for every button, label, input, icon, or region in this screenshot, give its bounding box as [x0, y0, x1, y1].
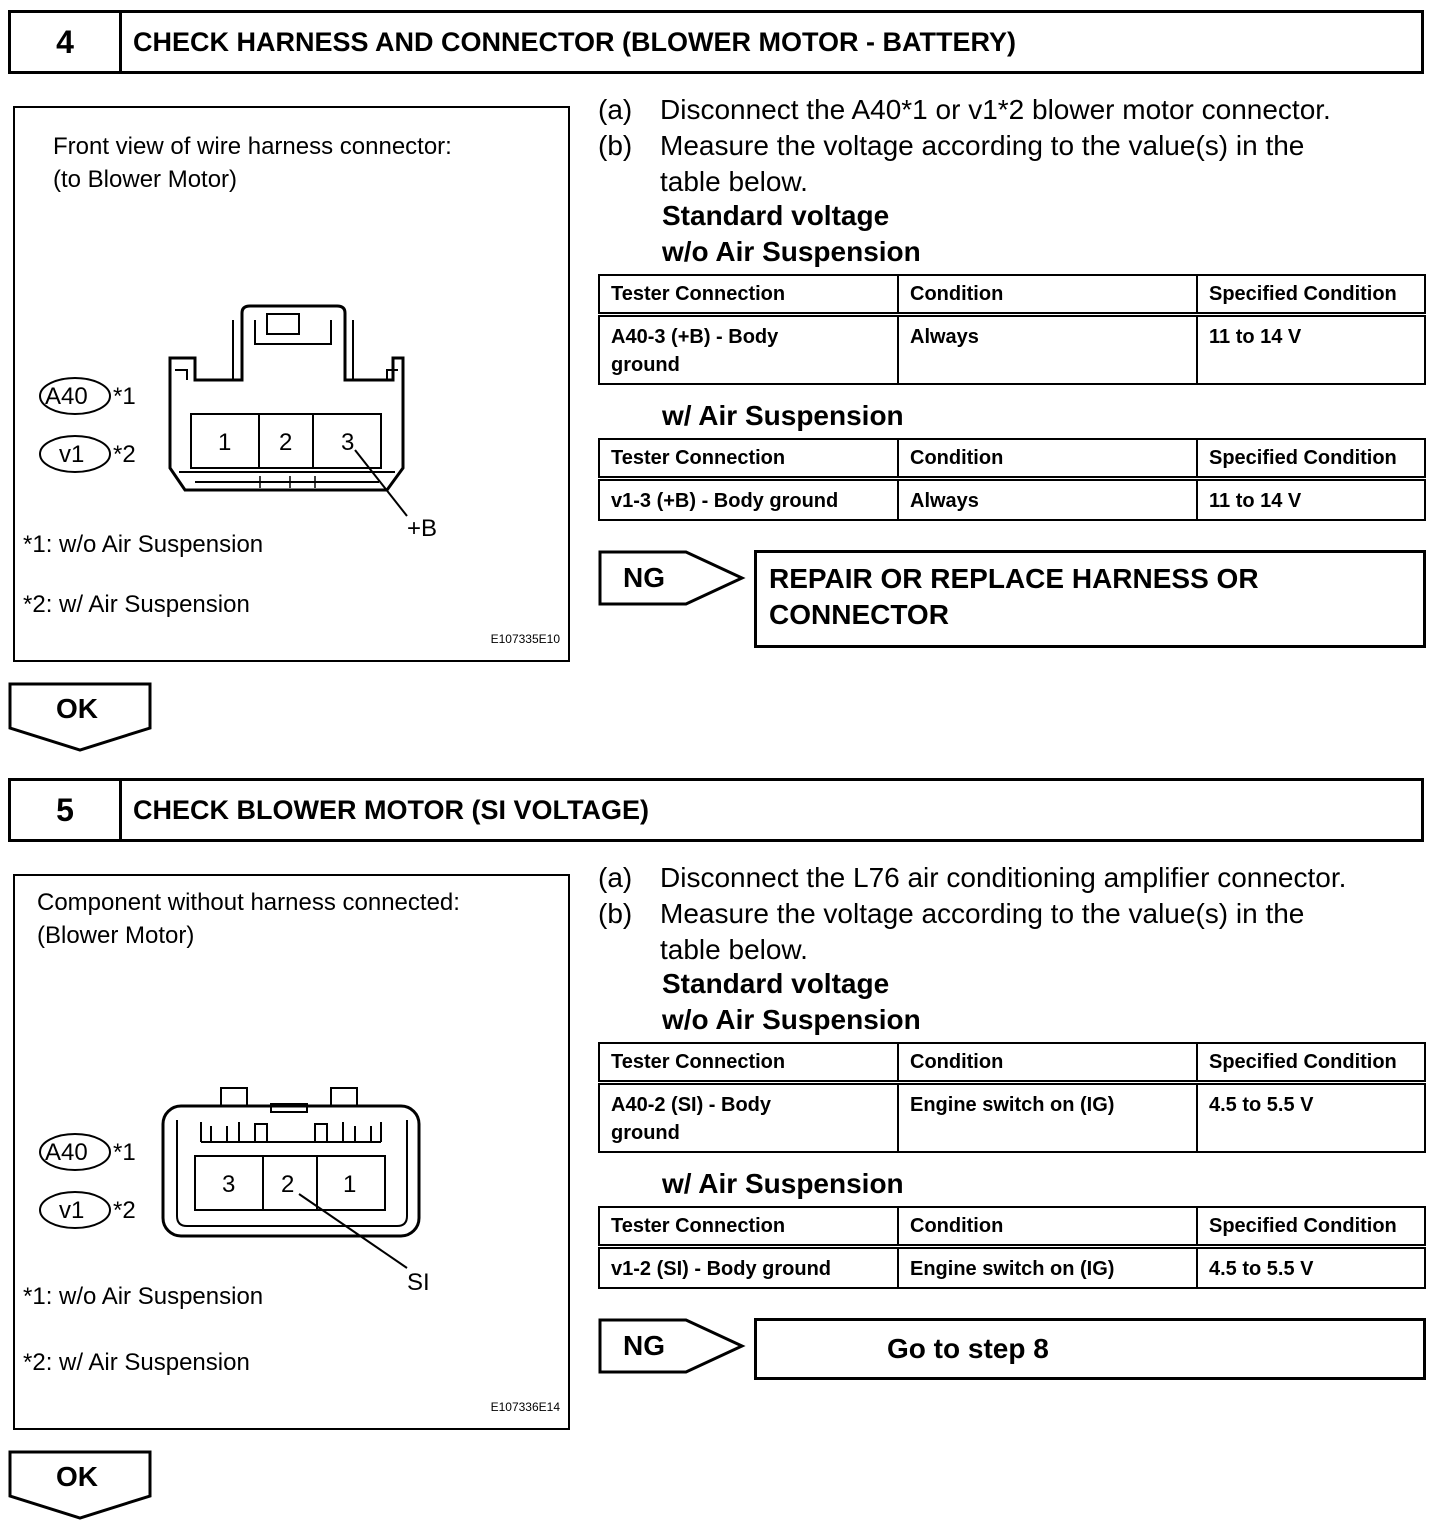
spec-table-wo-air	[598, 274, 1426, 385]
footnote-1: *1: w/o Air Suspension	[23, 1283, 264, 1310]
footnote-2: *2: w/ Air Suspension	[23, 1349, 250, 1376]
col-header: Tester Connection	[599, 439, 898, 479]
figure-id: E107335E10	[490, 632, 560, 646]
specified-condition-cell: 4.5 to 5.5 V	[1197, 1247, 1425, 1289]
spec-table-wo-air	[598, 1042, 1426, 1153]
ng-result-box	[754, 550, 1426, 648]
ok-label: OK	[56, 1461, 98, 1492]
condition-cell: Engine switch on (IG)	[898, 1247, 1197, 1289]
figure-caption: Component without harness connected:	[37, 889, 460, 916]
instruction-text: Disconnect the A40*1 or v1*2 blower motor connector.	[660, 94, 1331, 125]
figure-caption-sub: (to Blower Motor)	[53, 166, 238, 193]
instructions-step5	[598, 860, 1428, 970]
label-a40-note: *1	[113, 383, 136, 410]
table-row	[599, 1083, 1425, 1153]
col-header: Specified Condition	[1197, 1043, 1425, 1083]
connector-figure-step4	[13, 106, 570, 662]
step-title: CHECK BLOWER MOTOR (SI VOLTAGE)	[133, 794, 649, 825]
label-a40: A40	[45, 383, 88, 410]
label-v1-note: *2	[113, 1197, 136, 1224]
pointer-label: +B	[407, 515, 438, 542]
connector-figure-step5	[13, 874, 570, 1430]
footnote-2: *2: w/ Air Suspension	[23, 591, 250, 618]
label-a40-note: *1	[113, 1139, 136, 1166]
instruction-text: Disconnect the L76 air conditioning amplifier connector.	[660, 862, 1347, 893]
pin-2: 2	[281, 1171, 295, 1198]
instruction-text: Measure the voltage according to the value(s) in the	[660, 898, 1305, 929]
table-row	[599, 479, 1425, 521]
table-heading-w: w/ Air Suspension	[662, 1168, 904, 1199]
figure-caption-sub: (Blower Motor)	[37, 922, 195, 949]
standard-voltage-label: Standard voltage	[662, 968, 890, 999]
instruction-label: (a)	[598, 94, 633, 125]
spec-table-w-air	[598, 1206, 1426, 1289]
ng-arrow-step4	[598, 550, 748, 608]
table-heading-wo: w/o Air Suspension	[662, 1004, 921, 1035]
table-row	[599, 315, 1425, 385]
table-heading-w: w/ Air Suspension	[662, 400, 904, 431]
label-v1: v1	[59, 441, 85, 468]
specified-condition-cell: 11 to 14 V	[1197, 315, 1425, 385]
col-header: Tester Connection	[599, 1043, 898, 1083]
tester-connection-cell: A40-2 (SI) - Body ground	[599, 1083, 898, 1153]
specified-condition-cell: 4.5 to 5.5 V	[1197, 1083, 1425, 1153]
pin-1: 1	[343, 1171, 357, 1198]
tester-connection-cell: A40-3 (+B) - Body ground	[599, 315, 898, 385]
instruction-label: (b)	[598, 130, 633, 161]
figure-id: E107336E14	[490, 1400, 560, 1414]
col-header: Tester Connection	[599, 1207, 898, 1247]
col-header: Condition	[898, 1207, 1197, 1247]
step-4-header	[8, 10, 1424, 74]
col-header: Condition	[898, 439, 1197, 479]
instruction-text-cont: table below.	[660, 166, 808, 197]
specified-condition-cell: 11 to 14 V	[1197, 479, 1425, 521]
tester-connection-cell: v1-2 (SI) - Body ground	[599, 1247, 898, 1289]
ok-label: OK	[56, 693, 98, 724]
pin-2: 2	[279, 429, 293, 456]
instruction-label: (b)	[598, 898, 633, 929]
footnote-1: *1: w/o Air Suspension	[23, 531, 264, 558]
condition-cell: Always	[898, 315, 1197, 385]
col-header: Specified Condition	[1197, 439, 1425, 479]
ng-result-line1: REPAIR OR REPLACE HARNESS OR	[769, 563, 1259, 594]
label-a40: A40	[45, 1139, 88, 1166]
pointer-label: SI	[407, 1269, 430, 1296]
step-number: 4	[11, 13, 122, 71]
condition-cell: Always	[898, 479, 1197, 521]
ng-arrow-step5	[598, 1318, 748, 1376]
col-header: Condition	[898, 275, 1197, 315]
step-5-header	[8, 778, 1424, 842]
label-v1: v1	[59, 1197, 85, 1224]
instruction-label: (a)	[598, 862, 633, 893]
col-header: Specified Condition	[1197, 275, 1425, 315]
instructions-step4	[598, 92, 1428, 202]
col-header: Condition	[898, 1043, 1197, 1083]
table-heading-wo: w/o Air Suspension	[662, 236, 921, 267]
spec-table-w-air	[598, 438, 1426, 521]
go-to-step-link[interactable]: Go to step 8	[887, 1333, 1049, 1364]
connector-diagram	[15, 108, 568, 660]
table-row	[599, 1247, 1425, 1289]
ng-label: NG	[623, 1330, 665, 1361]
instruction-text: Measure the voltage according to the value(s) in the	[660, 130, 1305, 161]
figure-caption: Front view of wire harness connector:	[53, 133, 452, 160]
ng-result-line2: CONNECTOR	[769, 599, 949, 630]
ng-result-box	[754, 1318, 1426, 1380]
condition-cell: Engine switch on (IG)	[898, 1083, 1197, 1153]
tester-connection-cell: v1-3 (+B) - Body ground	[599, 479, 898, 521]
pin-3: 3	[341, 429, 355, 456]
col-header: Tester Connection	[599, 275, 898, 315]
label-v1-note: *2	[113, 441, 136, 468]
ng-label: NG	[623, 562, 665, 593]
instruction-text-cont: table below.	[660, 934, 808, 965]
pin-1: 1	[218, 429, 232, 456]
col-header: Specified Condition	[1197, 1207, 1425, 1247]
step-number: 5	[11, 781, 122, 839]
step-title: CHECK HARNESS AND CONNECTOR (BLOWER MOTOR - BATTERY)	[133, 26, 1016, 57]
pin-3: 3	[222, 1171, 236, 1198]
standard-voltage-label: Standard voltage	[662, 200, 890, 231]
